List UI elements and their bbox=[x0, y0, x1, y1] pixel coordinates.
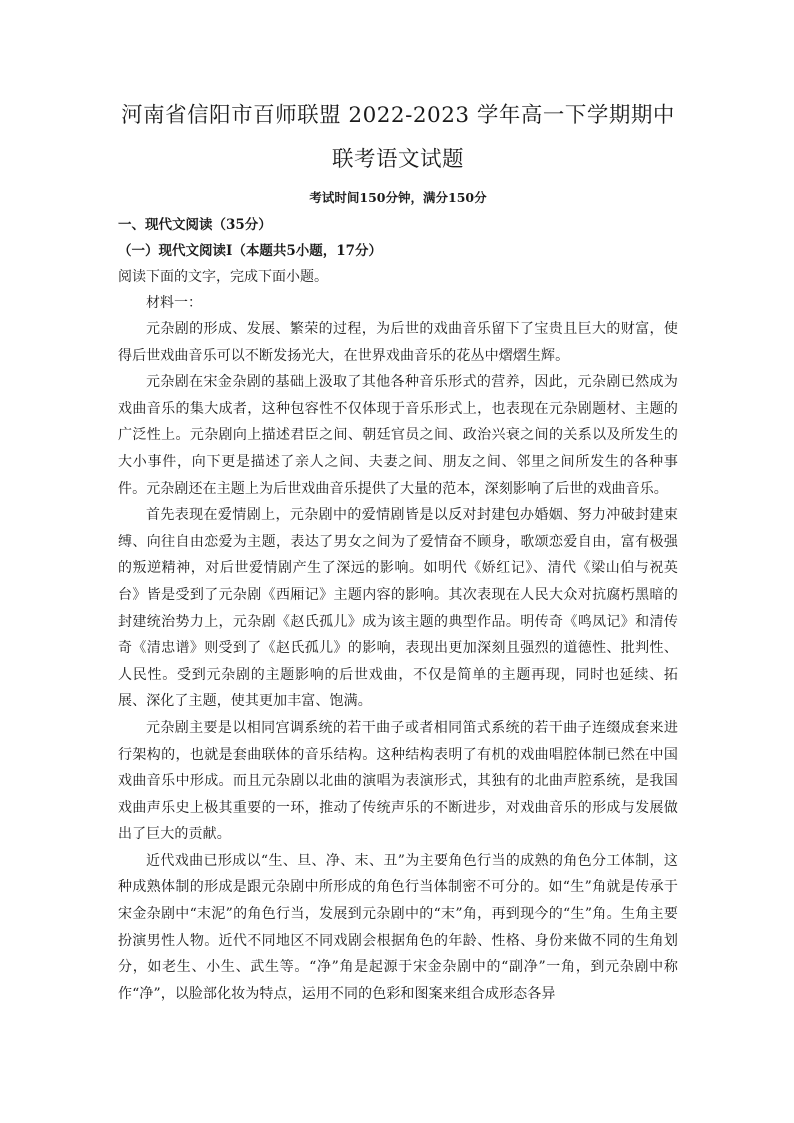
section-heading: 一、现代文阅读（35分） bbox=[118, 217, 272, 233]
document-page bbox=[118, 95, 678, 1007]
reading-instruction: 阅读下面的文字，完成下面小题。 bbox=[118, 269, 328, 285]
body-paragraph: 元杂剧在宋金杂剧的基础上汲取了其他各种音乐形式的营养，因此，元杂剧已然成为戏曲音乐的集大成者，这种包容性不仅体现于音乐形式上，也表现在元杂剧题材、主题的广泛性上。元杂剧向上描述君臣之间、朝廷官员之间、政治兴衰之间的关系以及所发生的大小事件，向下更是描述了亲人之间、夫妻之间、朋友之间、邻里之间所发生的各种事件。元杂剧还在主题上为后世戏曲音乐提供了大量的范本，深刻影响了后世的戏曲音乐。 bbox=[118, 374, 678, 497]
subsection-heading: （一）现代文阅读Ⅰ（本题共5小题，17分） bbox=[118, 243, 382, 259]
document-title-line2: 联考语文试题 bbox=[331, 147, 464, 172]
body-paragraph: 首先表现在爱情剧上，元杂剧中的爱情剧皆是以反对封建包办婚姻、努力冲破封建束缚、向往自由恋爱为主题，表达了男女之间为了爱情奋不顾身，歌颂恋爱自由，富有极强的叛逆精神，对后世爱情剧产生了深远的影响。如明代《娇红记》、清代《梁山伯与祝英台》皆是受到了元杂剧《西厢记》主题内容的影响。其次表现在人民大众对抗腐朽黑暗的封建统治势力上，元杂剧《赵氏孤儿》成为该主题的典型作品。明传奇《鸣凤记》和清传奇《清忠谱》则受到了《赵氏孤儿》的影响，表现出更加深刻且强烈的道德性、批判性、人民性。受到元杂剧的主题影响的后世戏曲，不仅是简单的主题再现，同时也延续、拓展、深化了主题，使其更加丰富、饱满。 bbox=[118, 507, 678, 710]
material-label: 材料一： bbox=[146, 295, 202, 311]
body-paragraph: 元杂剧的形成、发展、繁荣的过程，为后世的戏曲音乐留下了宝贵且巨大的财富，使得后世戏曲音乐可以不断发扬光大，在世界戏曲音乐的花丛中熠熠生辉。 bbox=[118, 321, 678, 364]
document-title-line1: 河南省信阳市百师联盟 2022-2023 学年高一下学期期中 bbox=[121, 103, 675, 128]
body-paragraph: 元杂剧主要是以相同宫调系统的若干曲子或者相同笛式系统的若干曲子连缀成套来进行架构的，也就是套曲联体的音乐结构。这种结构表明了有机的戏曲唱腔体制已然在中国戏曲音乐中形成。而且元杂剧以北曲的演唱为表演形式，其独有的北曲声腔系统，是我国戏曲声乐史上极其重要的一环，推动了传统声乐的不断进步，对戏曲音乐的形成与发展做出了巨大的贡献。 bbox=[118, 719, 678, 843]
body-paragraph: 近代戏曲已形成以“生、旦、净、末、丑”为主要角色行当的成熟的角色分工体制，这种成熟体制的形成是跟元杂剧中所形成的角色行当体制密不可分的。如“生”角就是传承于宋金杂剧中“末泥”的角色行当，发展到元杂剧中的“末”角，再到现今的“生”角。生角主要扮演男性人物。近代不同地区不同戏剧会根据角色的年龄、性格、身份来做不同的生角划分，如老生、小生、武生等。“净”角是起源于宋金杂剧中的“副净”一角，到元杂剧中称作“净”，以脸部化妆为特点，运用不同的色彩和图案来组合成形态各异 bbox=[118, 852, 678, 1002]
exam-info: 考试时间150分钟，满分150分 bbox=[309, 190, 487, 205]
